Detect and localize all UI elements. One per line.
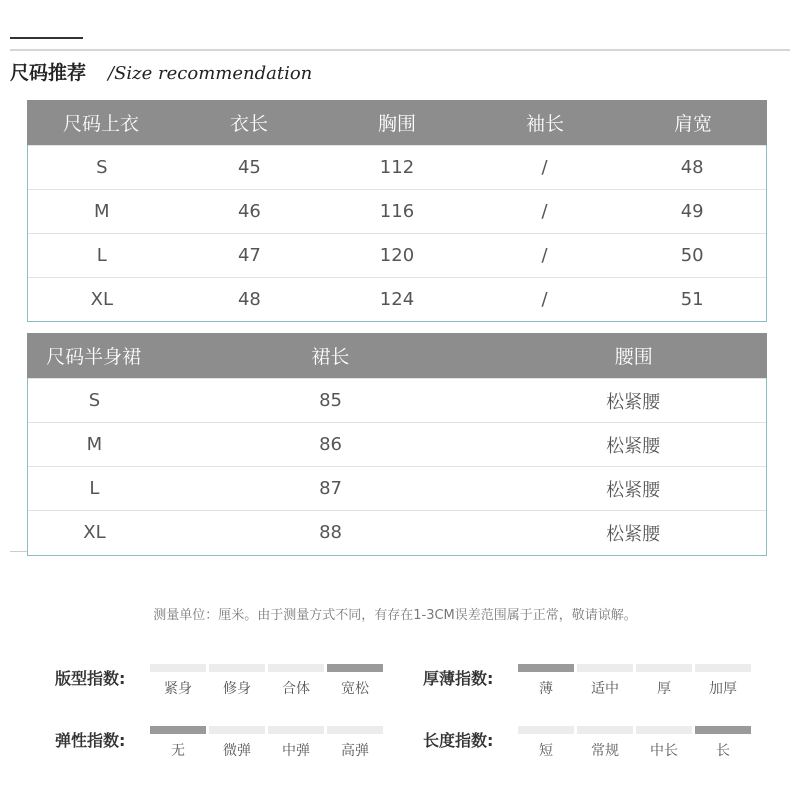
level-label: 长 [716,743,730,759]
fit-index [55,664,386,698]
level-label: 适中 [591,681,619,697]
top-size-table [27,100,767,322]
table-row [28,422,766,466]
header-cell: 肩宽 [673,113,712,135]
table-cell: 50 [680,245,704,266]
table-cell: / [541,157,548,178]
level-label: 厚 [657,681,671,697]
header-cell: 胸围 [377,113,416,135]
index-level [150,664,206,698]
header-cell: 衣长 [229,113,268,135]
table-cell: 46 [237,201,261,222]
level-label: 修身 [223,681,251,697]
table-header-row [27,333,767,378]
index-level [268,726,324,760]
index-level [518,726,574,760]
level-bar [518,664,574,672]
index-level [577,726,633,760]
table-cell: 47 [237,245,261,266]
fit-index-levels [150,664,386,698]
thickness-index-levels [518,664,754,698]
level-label: 合体 [282,681,310,697]
level-bar [268,726,324,734]
level-label: 微弹 [223,743,251,759]
top-accent-rule [10,37,83,39]
index-level [695,664,751,698]
level-bar [327,726,383,734]
level-bar [150,664,206,672]
table-cell: S [88,390,101,411]
level-label: 无 [171,743,185,759]
table-cell: 松紧腰 [606,391,661,413]
table-cell: XL [90,289,113,310]
header-cell: 腰围 [614,346,653,368]
table-row [28,510,766,554]
table-cell: / [541,201,548,222]
header-cell: 尺码半身裙 [46,346,142,368]
table-cell: S [96,157,108,178]
level-label: 紧身 [164,681,192,697]
table-cell: 49 [680,201,704,222]
level-bar [695,726,751,734]
elasticity-index [55,726,386,760]
table-cell: 松紧腰 [606,479,661,501]
table-cell: 85 [319,390,343,411]
table-cell: 松紧腰 [606,523,661,545]
index-level [636,726,692,760]
table-row [28,233,766,277]
fit-index-label: 版型指数: [55,669,126,688]
level-bar [636,726,692,734]
index-level [695,726,751,760]
table-row [28,466,766,510]
table-row [28,378,766,422]
table-row [28,277,766,321]
level-label: 中长 [650,743,678,759]
level-label: 加厚 [709,681,737,697]
index-level [209,664,265,698]
table-cell: 112 [379,157,415,178]
level-bar [209,664,265,672]
section-title [10,58,312,88]
level-label: 宽松 [341,681,369,697]
table-cell: M [86,434,103,455]
elasticity-index-label: 弹性指数: [55,731,126,750]
top-divider [10,49,790,51]
table-cell: 86 [319,434,343,455]
elasticity-index-levels [150,726,386,760]
level-bar [518,726,574,734]
table-cell: 124 [379,289,415,310]
thickness-index [423,664,754,698]
table-cell: XL [83,522,106,543]
table-cell: 87 [319,478,343,499]
title-cn: 尺码推荐 [10,62,87,84]
header-cell: 尺码上衣 [62,113,139,135]
table-cell: L [89,478,100,499]
level-bar [695,664,751,672]
measurement-note: 测量单位：厘米。由于测量方式不同，有存在1-3CM误差范围属于正常，敬请谅解。 [153,608,637,623]
index-level [577,664,633,698]
level-bar [209,726,265,734]
length-index-levels [518,726,754,760]
length-index [423,726,754,760]
index-level [327,726,383,760]
table-cell: L [96,245,107,266]
index-level [268,664,324,698]
title-en: /Size recommendation [108,63,313,84]
length-index-label: 长度指数: [423,731,494,750]
level-bar [577,726,633,734]
header-cell: 袖长 [525,113,564,135]
table-cell: / [541,289,548,310]
table-cell: 松紧腰 [606,435,661,457]
thickness-index-label: 厚薄指数: [423,669,494,688]
index-level [636,664,692,698]
level-bar [150,726,206,734]
level-label: 中弹 [282,743,310,759]
level-label: 薄 [539,681,553,697]
table-cell: 48 [680,157,704,178]
table-cell: M [94,201,110,222]
level-label: 短 [539,743,553,759]
index-level [327,664,383,698]
index-level [209,726,265,760]
table-cell: 51 [680,289,704,310]
level-label: 常规 [591,743,619,759]
skirt-size-table [27,333,767,556]
table-cell: / [541,245,548,266]
level-bar [636,664,692,672]
left-divider [10,551,27,552]
index-level [518,664,574,698]
index-level [150,726,206,760]
level-bar [327,664,383,672]
level-label: 高弹 [341,743,369,759]
header-cell: 裙长 [311,346,350,368]
level-bar [577,664,633,672]
table-row [28,145,766,189]
table-header-row [27,100,767,145]
table-cell: 120 [379,245,415,266]
table-cell: 116 [379,201,415,222]
table-cell: 45 [237,157,261,178]
table-cell: 48 [237,289,261,310]
table-cell: 88 [319,522,343,543]
table-row [28,189,766,233]
level-bar [268,664,324,672]
